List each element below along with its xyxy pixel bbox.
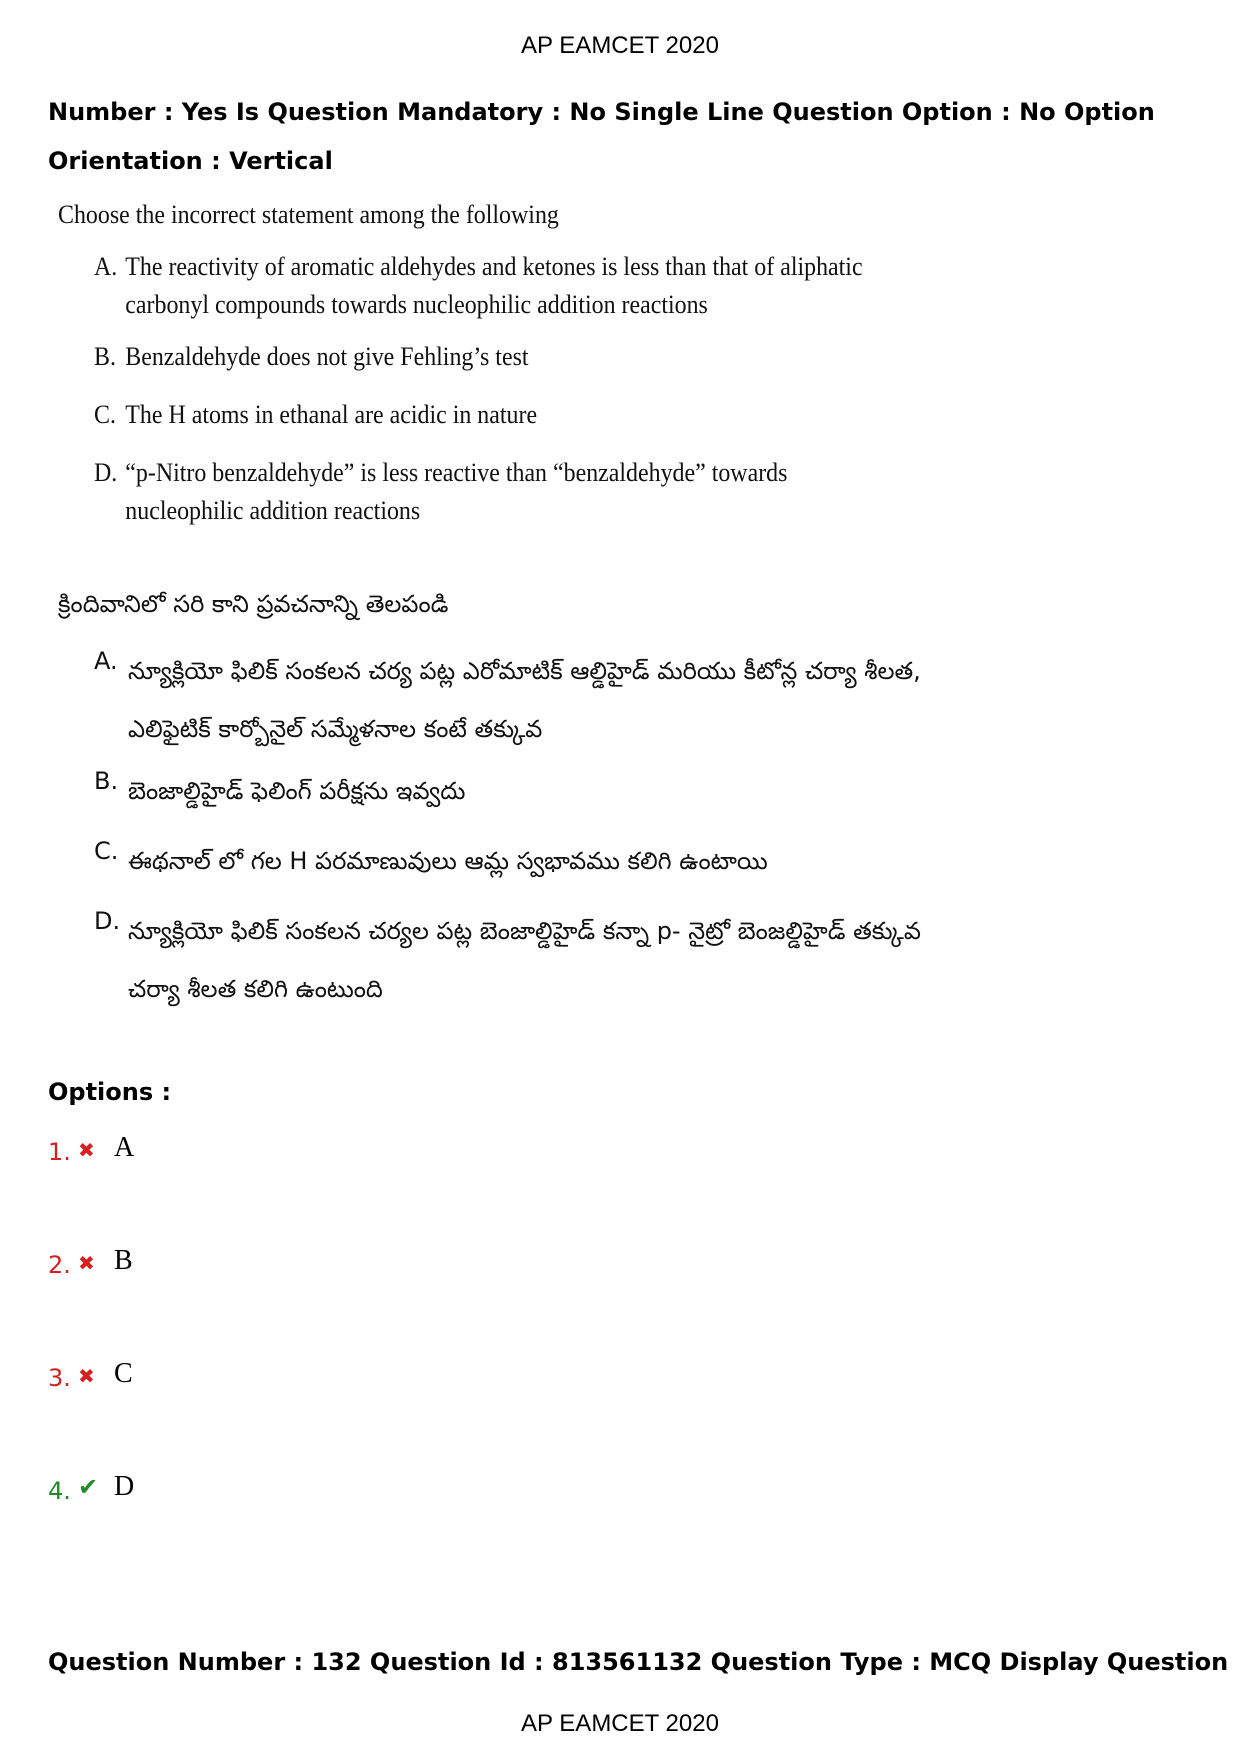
- page-header: AP EAMCET 2020: [521, 32, 719, 59]
- option-text: The reactivity of aromatic aldehydes and ketones is less than that of aliphatic carbonyl compounds towards nucleophilic addition reactions: [125, 252, 863, 319]
- cross-icon: ✖: [78, 1251, 95, 1275]
- option-label: C.: [94, 837, 119, 865]
- question-stem-telugu: క్రిందివానిలో సరి కాని ప్రవచనాన్ని తెలపండి: [58, 590, 449, 618]
- answer-value: C: [114, 1358, 133, 1389]
- option-label: A.: [94, 647, 118, 675]
- cross-icon: ✖: [78, 1364, 95, 1388]
- option-text: బెంజాల్డిహైడ్ ఫెలింగ్ పరీక్షను ఇవ్వదు: [128, 777, 466, 805]
- option-label: D.: [94, 907, 121, 935]
- option-text: Benzaldehyde does not give Fehling’s test: [125, 342, 529, 371]
- option-label: B.: [94, 342, 116, 371]
- option-text: న్యూక్లియో ఫిలిక్ సంకలన చర్య పట్ల ఎరోమాటిక్ ఆల్డిహైడ్ మరియు కీటోన్ల చర్యా శీలత, ఎలిఫైటిక్ కార్బోనైల్ సమ్మేళనాల కంటే తక్కువ: [128, 657, 921, 743]
- question-meta-line1: Number : Yes Is Question Mandatory : No Single Line Question Option : No Option: [48, 98, 1155, 126]
- option-label: A.: [94, 252, 118, 281]
- option-label: C.: [94, 400, 116, 429]
- answer-number: 3.: [48, 1364, 71, 1392]
- option-label: D.: [94, 458, 118, 487]
- option-text: “p-Nitro benzaldehyde” is less reactive than “benzaldehyde” towards nucleophilic addition reactions: [125, 458, 788, 525]
- answer-number: 1.: [48, 1138, 71, 1166]
- next-question-meta: Question Number : 132 Question Id : 813561132 Question Type : MCQ Display Question: [48, 1648, 1229, 1676]
- check-icon: ✔: [78, 1473, 99, 1501]
- cross-icon: ✖: [78, 1138, 95, 1162]
- answer-value: B: [114, 1245, 133, 1276]
- answer-value: A: [114, 1132, 135, 1163]
- option-text: ఈథనాల్ లో గల H పరమాణువులు ఆమ్ల స్వభావము కలిగి ఉంటాయి: [128, 847, 768, 875]
- answer-value: D: [114, 1471, 135, 1502]
- answer-number: 2.: [48, 1251, 71, 1279]
- option-label: B.: [94, 767, 119, 795]
- options-heading: Options :: [48, 1078, 172, 1106]
- page-footer: AP EAMCET 2020: [521, 1710, 719, 1737]
- question-stem-english: Choose the incorrect statement among the following: [58, 200, 559, 229]
- option-text: The H atoms in ethanal are acidic in nature: [125, 400, 538, 429]
- option-text: న్యూక్లియో ఫిలిక్ సంకలన చర్యల పట్ల బెంజాల్డిహైడ్ కన్నా p- నైట్రో బెంజల్డిహైడ్ తక్కువ చర్యా శీలత కలిగి ఉంటుంది: [128, 917, 921, 1003]
- question-meta-line2: Orientation : Vertical: [48, 147, 333, 175]
- answer-number: 4.: [48, 1477, 71, 1505]
